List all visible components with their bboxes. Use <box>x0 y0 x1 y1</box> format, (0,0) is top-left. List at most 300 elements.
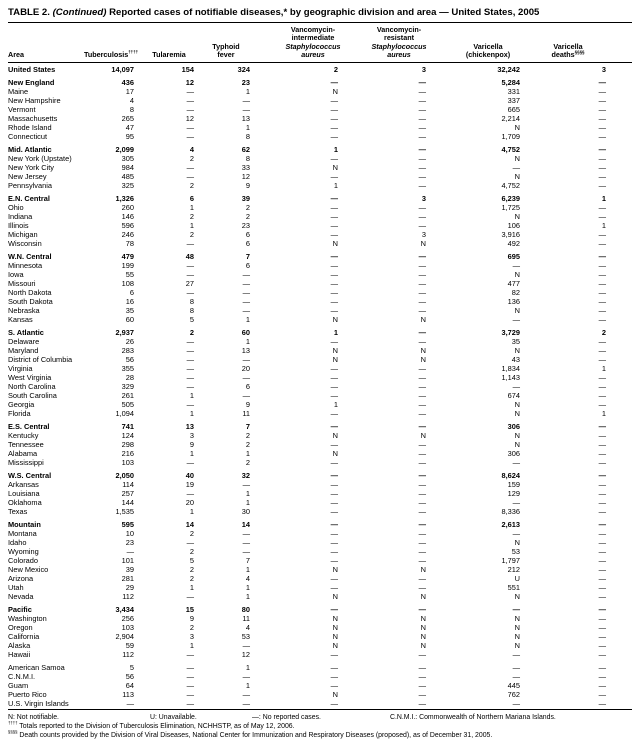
value-cell: 4,752 <box>501 144 520 154</box>
value-cell: — <box>418 479 426 489</box>
value-cell: N <box>420 631 426 641</box>
value-cell: 30 <box>241 506 250 516</box>
value-cell: 129 <box>507 488 520 498</box>
value-cell: — <box>242 640 250 650</box>
value-cell: — <box>598 77 606 87</box>
value-cell: — <box>242 537 250 547</box>
table-row <box>8 605 632 614</box>
area-cell: Ohio <box>8 202 24 212</box>
value-cell: 13 <box>185 421 194 431</box>
table-row <box>8 364 632 373</box>
table-row <box>8 203 632 212</box>
value-cell: 325 <box>121 180 134 190</box>
value-cell: 14 <box>241 519 250 529</box>
value-cell: — <box>512 260 520 270</box>
value-cell: — <box>418 488 426 498</box>
area-cell: C.N.M.I. <box>8 671 36 681</box>
value-cell: 2 <box>189 327 194 337</box>
value-cell: N <box>332 640 338 650</box>
value-cell: N <box>332 345 338 355</box>
value-cell: — <box>598 430 606 440</box>
value-cell: 103 <box>121 457 134 467</box>
area-cell: Alaska <box>8 640 31 650</box>
value-cell: 159 <box>507 479 520 489</box>
value-cell: 40 <box>185 470 194 480</box>
value-cell: 6 <box>245 260 250 270</box>
table-row <box>8 123 632 132</box>
value-cell: 1 <box>189 640 194 650</box>
value-cell: — <box>598 399 606 409</box>
footnote-tuberculosis-text: Totals reported to the Division of Tuberculosis Elimination, NCHHSTP, as of May 12, 2006. <box>17 722 295 730</box>
value-cell: 23 <box>241 220 250 230</box>
table-row <box>8 261 632 270</box>
value-cell: N <box>332 354 338 364</box>
value-cell: — <box>330 131 338 141</box>
value-cell: N <box>514 430 520 440</box>
value-cell: 283 <box>121 345 134 355</box>
table-row <box>8 583 632 592</box>
value-cell: 1 <box>245 122 250 132</box>
value-cell: 337 <box>507 95 520 105</box>
footnote-varicella-deaths-text: Death counts provided by the Division of Viral Diseases, National Center for Immunization and Respiratory Diseases (proposed), as of December 31, 2005. <box>17 732 493 740</box>
value-cell: — <box>330 211 338 221</box>
value-cell: 13 <box>241 113 250 123</box>
value-cell: — <box>330 555 338 565</box>
value-cell: 1 <box>189 448 194 458</box>
table-row <box>8 663 632 672</box>
value-cell: — <box>242 287 250 297</box>
area-cell: Indiana <box>8 211 33 221</box>
area-cell: Rhode Island <box>8 122 52 132</box>
value-cell: — <box>186 345 194 355</box>
value-cell: 1 <box>189 202 194 212</box>
value-cell: — <box>598 269 606 279</box>
table-row <box>8 391 632 400</box>
area-cell: New Jersey <box>8 171 47 181</box>
table-row <box>8 230 632 239</box>
value-cell: 53 <box>241 631 250 641</box>
value-cell: 6 <box>245 381 250 391</box>
value-cell: 2,937 <box>115 327 134 337</box>
value-cell: — <box>330 506 338 516</box>
value-cell: — <box>330 408 338 418</box>
value-cell: — <box>512 457 520 467</box>
area-cell: New York (Upstate) <box>8 153 72 163</box>
value-cell: N <box>514 631 520 641</box>
value-cell: 3 <box>189 430 194 440</box>
table-row <box>8 212 632 221</box>
value-cell: 1 <box>333 144 338 154</box>
value-cell: — <box>598 439 606 449</box>
value-cell: — <box>330 528 338 538</box>
value-cell: 101 <box>121 555 134 565</box>
area-cell: North Carolina <box>8 381 56 391</box>
legend-unavailable: U: Unavailable. <box>150 713 197 721</box>
value-cell: 1,725 <box>501 202 520 212</box>
value-cell: — <box>598 278 606 288</box>
table-row <box>8 181 632 190</box>
value-cell: 199 <box>121 260 134 270</box>
value-cell: — <box>418 77 426 87</box>
value-cell: — <box>186 354 194 364</box>
table-row <box>8 288 632 297</box>
footnote-legend <box>8 713 632 722</box>
value-cell: — <box>418 162 426 172</box>
value-cell: 4 <box>189 144 194 154</box>
value-cell: — <box>330 649 338 659</box>
value-cell: 1 <box>601 363 606 373</box>
area-cell: Georgia <box>8 399 35 409</box>
value-cell: 2 <box>245 211 250 221</box>
value-cell: 114 <box>122 479 134 489</box>
value-cell: 984 <box>121 162 134 172</box>
value-cell: — <box>512 662 520 672</box>
value-cell: 2,613 <box>501 519 520 529</box>
area-cell: United States <box>8 64 56 74</box>
value-cell: 216 <box>121 448 134 458</box>
value-cell: — <box>418 421 426 431</box>
value-cell: — <box>598 555 606 565</box>
value-cell: N <box>420 345 426 355</box>
value-cell: — <box>598 528 606 538</box>
value-cell: 144 <box>121 497 134 507</box>
value-cell: — <box>598 86 606 96</box>
value-cell: 298 <box>121 439 134 449</box>
legend-no-reported-cases: —: No reported cases. <box>252 713 321 721</box>
value-cell: N <box>514 622 520 632</box>
area-cell: West Virginia <box>8 372 52 382</box>
value-cell: 551 <box>507 582 520 592</box>
area-cell: Missouri <box>8 278 36 288</box>
value-cell: — <box>186 122 194 132</box>
table-row <box>8 87 632 96</box>
value-cell: 7 <box>245 555 250 565</box>
value-cell: — <box>512 671 520 681</box>
value-cell: — <box>242 269 250 279</box>
value-cell: — <box>418 457 426 467</box>
area-cell: Montana <box>8 528 37 538</box>
area-cell: New York City <box>8 162 55 172</box>
table-title-prefix: TABLE 2. <box>8 7 50 18</box>
value-cell: — <box>598 546 606 556</box>
table-row <box>8 529 632 538</box>
value-cell: 2 <box>189 528 194 538</box>
value-cell: — <box>512 381 520 391</box>
value-cell: — <box>330 698 338 708</box>
value-cell: N <box>420 314 426 324</box>
value-cell: — <box>186 649 194 659</box>
legend-cnmi: C.N.M.I.: Commonwealth of Northern Mariana Islands. <box>390 713 556 721</box>
value-cell: 48 <box>185 251 194 261</box>
value-cell: — <box>330 305 338 315</box>
value-cell: 257 <box>121 488 134 498</box>
table-row <box>8 565 632 574</box>
table-row <box>8 641 632 650</box>
value-cell: 12 <box>241 171 250 181</box>
area-cell: Tennessee <box>8 439 44 449</box>
value-cell: N <box>514 345 520 355</box>
value-cell: 136 <box>507 296 520 306</box>
value-cell: N <box>514 640 520 650</box>
column-header-tularemia: Tularemia <box>140 23 198 62</box>
value-cell: — <box>330 251 338 261</box>
value-cell: 305 <box>121 153 134 163</box>
table-row <box>8 132 632 141</box>
value-cell: 4 <box>245 622 250 632</box>
value-cell: N <box>332 631 338 641</box>
value-cell: 1 <box>333 180 338 190</box>
value-cell: — <box>418 260 426 270</box>
table-row <box>8 650 632 659</box>
area-cell: Vermont <box>8 104 36 114</box>
value-cell: — <box>418 144 426 154</box>
value-cell: 9 <box>245 399 250 409</box>
value-cell: 2 <box>189 564 194 574</box>
area-cell: South Dakota <box>8 296 53 306</box>
area-cell: Idaho <box>8 537 27 547</box>
table-row <box>8 279 632 288</box>
value-cell: 16 <box>125 296 134 306</box>
value-cell: — <box>418 555 426 565</box>
value-cell: 595 <box>121 519 134 529</box>
value-cell: 9 <box>189 439 194 449</box>
footnote-tuberculosis <box>8 722 632 731</box>
value-cell: 11 <box>242 613 250 623</box>
area-cell: Oklahoma <box>8 497 42 507</box>
value-cell: 674 <box>507 390 520 400</box>
value-cell: 1 <box>245 86 250 96</box>
value-cell: 1 <box>189 506 194 516</box>
column-header-area: Area <box>8 23 84 62</box>
value-cell: — <box>418 202 426 212</box>
table-row <box>8 62 632 74</box>
table-row <box>8 78 632 87</box>
value-cell: — <box>418 680 426 690</box>
value-cell: 1 <box>189 390 194 400</box>
table-row <box>8 145 632 154</box>
value-cell: 103 <box>121 622 134 632</box>
value-cell: — <box>598 336 606 346</box>
value-cell: N <box>514 171 520 181</box>
value-cell: 20 <box>241 363 250 373</box>
value-cell: — <box>598 180 606 190</box>
value-cell: — <box>418 546 426 556</box>
value-cell: — <box>330 269 338 279</box>
table-header-row <box>8 23 632 62</box>
value-cell: 2 <box>189 229 194 239</box>
value-cell: — <box>598 622 606 632</box>
value-cell: — <box>186 381 194 391</box>
value-cell: — <box>242 104 250 114</box>
value-cell: — <box>598 122 606 132</box>
table-row <box>8 96 632 105</box>
value-cell: — <box>186 131 194 141</box>
value-cell: 3 <box>189 631 194 641</box>
value-cell: — <box>330 193 338 203</box>
value-cell: 695 <box>507 251 520 261</box>
value-cell: 324 <box>237 64 250 74</box>
column-header-typhoid-fever: Typhoid fever <box>198 23 254 62</box>
value-cell: — <box>418 573 426 583</box>
value-cell: 1 <box>245 662 250 672</box>
value-cell: — <box>330 546 338 556</box>
value-cell: 7 <box>245 421 250 431</box>
area-cell: Kentucky <box>8 430 39 440</box>
value-cell: 8 <box>189 296 194 306</box>
value-cell: 32 <box>241 470 250 480</box>
value-cell: 60 <box>125 314 134 324</box>
table-row <box>8 328 632 337</box>
footnote-dagger-symbol: †††† <box>8 720 18 726</box>
table-row <box>8 440 632 449</box>
value-cell: — <box>242 95 250 105</box>
value-cell: N <box>514 408 520 418</box>
value-cell: N <box>332 689 338 699</box>
value-cell: — <box>330 381 338 391</box>
value-cell: N <box>420 564 426 574</box>
value-cell: 2 <box>333 64 338 74</box>
value-cell: — <box>330 229 338 239</box>
value-cell: — <box>418 439 426 449</box>
value-cell: N <box>332 162 338 172</box>
value-cell: 2 <box>189 622 194 632</box>
value-cell: — <box>242 671 250 681</box>
value-cell: U <box>514 573 520 583</box>
value-cell: 3 <box>421 229 426 239</box>
value-cell: 1 <box>245 488 250 498</box>
value-cell: — <box>186 488 194 498</box>
area-cell: Minnesota <box>8 260 43 270</box>
value-cell: — <box>330 662 338 672</box>
value-cell: — <box>598 390 606 400</box>
value-cell: 596 <box>121 220 134 230</box>
value-cell: 112 <box>122 591 134 601</box>
table-body <box>8 62 632 708</box>
table-row <box>8 556 632 565</box>
column-header-varicella-chickenpox: Varicella (chickenpox) <box>430 23 524 62</box>
value-cell: 3 <box>601 64 606 74</box>
value-cell: — <box>418 305 426 315</box>
table-row <box>8 172 632 181</box>
value-cell: 477 <box>507 278 520 288</box>
value-cell: 56 <box>125 354 134 364</box>
value-cell: — <box>598 296 606 306</box>
value-cell: 306 <box>507 421 520 431</box>
area-cell: Puerto Rico <box>8 689 47 699</box>
value-cell: 20 <box>185 497 194 507</box>
value-cell: — <box>330 336 338 346</box>
value-cell: — <box>242 528 250 538</box>
value-cell: — <box>186 269 194 279</box>
value-cell: 2 <box>189 211 194 221</box>
table-row <box>8 498 632 507</box>
table-row <box>8 538 632 547</box>
area-cell: Mid. Atlantic <box>8 144 52 154</box>
value-cell: 17 <box>125 86 134 96</box>
value-cell: N <box>514 439 520 449</box>
value-cell: N <box>332 613 338 623</box>
value-cell: — <box>186 238 194 248</box>
value-cell: — <box>330 122 338 132</box>
value-cell: N <box>514 211 520 221</box>
value-cell: 331 <box>507 86 520 96</box>
value-cell: — <box>418 381 426 391</box>
value-cell: 80 <box>241 604 250 614</box>
value-cell: — <box>598 202 606 212</box>
value-cell: — <box>418 95 426 105</box>
value-cell: — <box>598 671 606 681</box>
value-cell: — <box>598 238 606 248</box>
value-cell: 8,336 <box>501 506 520 516</box>
value-cell: 1 <box>245 564 250 574</box>
value-cell: — <box>330 220 338 230</box>
value-cell: — <box>330 457 338 467</box>
value-cell: 55 <box>125 269 134 279</box>
value-cell: 1,535 <box>115 506 134 516</box>
value-cell: — <box>126 546 134 556</box>
area-cell: Utah <box>8 582 24 592</box>
column-header-tuberculosis: Tuberculosis†††† <box>84 23 140 62</box>
value-cell: — <box>512 649 520 659</box>
value-cell: 256 <box>121 613 134 623</box>
value-cell: 27 <box>185 278 194 288</box>
value-cell: — <box>598 537 606 547</box>
value-cell: 1 <box>189 220 194 230</box>
value-cell: — <box>330 202 338 212</box>
area-cell: Texas <box>8 506 28 516</box>
value-cell: 6 <box>245 229 250 239</box>
value-cell: 108 <box>121 278 134 288</box>
value-cell: 14 <box>185 519 194 529</box>
value-cell: N <box>420 238 426 248</box>
value-cell: — <box>418 104 426 114</box>
area-cell: Nebraska <box>8 305 40 315</box>
value-cell: 2 <box>189 546 194 556</box>
table-row <box>8 458 632 467</box>
value-cell: — <box>186 95 194 105</box>
area-cell: Arizona <box>8 573 34 583</box>
value-cell: — <box>598 113 606 123</box>
value-cell: 64 <box>125 680 134 690</box>
table-row <box>8 592 632 601</box>
table-row <box>8 163 632 172</box>
area-cell: Hawaii <box>8 649 31 659</box>
value-cell: — <box>418 604 426 614</box>
area-cell: American Samoa <box>8 662 65 672</box>
value-cell: — <box>418 506 426 516</box>
value-cell: — <box>598 229 606 239</box>
value-cell: 3 <box>421 64 426 74</box>
value-cell: 2 <box>189 153 194 163</box>
area-cell: California <box>8 631 40 641</box>
column-header-varicella-deaths: Varicella deaths§§§§ <box>524 23 632 62</box>
value-cell: 106 <box>507 220 520 230</box>
value-cell: N <box>332 448 338 458</box>
value-cell: 1 <box>601 220 606 230</box>
area-cell: North Dakota <box>8 287 52 297</box>
value-cell: — <box>418 287 426 297</box>
value-cell: 12 <box>185 113 194 123</box>
value-cell: — <box>186 363 194 373</box>
value-cell: 78 <box>125 238 134 248</box>
value-cell: 741 <box>121 421 134 431</box>
value-cell: 10 <box>125 528 134 538</box>
value-cell: 53 <box>511 546 520 556</box>
value-cell: — <box>242 698 250 708</box>
value-cell: — <box>418 278 426 288</box>
value-cell: 2,214 <box>501 113 520 123</box>
value-cell: 1 <box>333 327 338 337</box>
